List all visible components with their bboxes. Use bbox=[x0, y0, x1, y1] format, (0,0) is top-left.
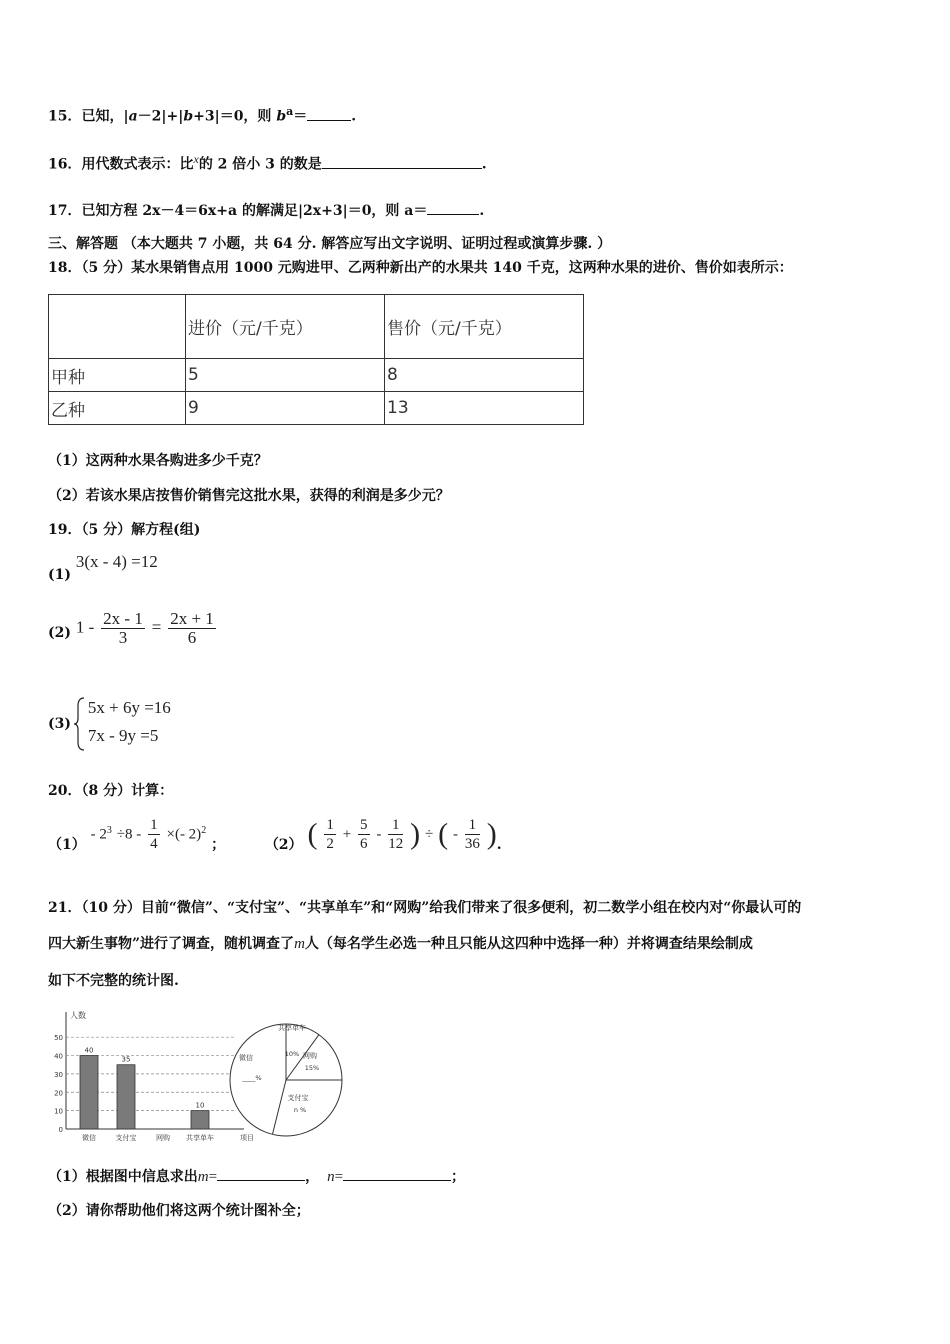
q21-sub-1 bbox=[48, 1165, 465, 1187]
table-header-cell bbox=[49, 295, 186, 359]
frac-numerator: 2x + 1 bbox=[170, 609, 214, 628]
pie-slice-percent: ____% bbox=[242, 1074, 262, 1082]
q20-p2-frac-4 bbox=[465, 816, 480, 853]
pie-slice-label: 支付宝 bbox=[287, 1094, 309, 1102]
q19-p2-equals: = bbox=[151, 617, 162, 637]
question-17 bbox=[48, 199, 484, 221]
q20-p1-term-c: ×(- 2) bbox=[166, 826, 202, 843]
table-header-cell: 进价（元/千克） bbox=[186, 295, 385, 359]
q20-parts bbox=[48, 816, 502, 853]
q20-p2-divide: ÷ bbox=[425, 826, 434, 843]
frac-denominator: 6 bbox=[187, 628, 197, 647]
paren-open-2: ( bbox=[438, 817, 449, 851]
table-cell: 8 bbox=[385, 359, 584, 392]
q21-sub1-text: （1）根据图中信息求出 bbox=[48, 1169, 198, 1185]
q17-text: 17．已知方程 2x－4＝6x+a 的解满足|2x+3|＝0，则 a＝ bbox=[48, 203, 428, 219]
x-axis-label: 项目 bbox=[240, 1134, 254, 1142]
question-21-line-2 bbox=[48, 934, 753, 954]
y-tick-label: 50 bbox=[54, 1034, 63, 1043]
q16-var-x: x bbox=[193, 152, 199, 166]
q15-exponent: a bbox=[286, 105, 294, 118]
q21-sub1-var-m: m bbox=[197, 1169, 209, 1185]
q21-sub-2: （2）请你帮助他们将这两个统计图补全； bbox=[48, 1203, 310, 1219]
q21-sub1-var-n: n bbox=[327, 1169, 335, 1185]
q20-p1-exp-a: 3 bbox=[106, 824, 112, 836]
y-axis-label: 人数 bbox=[70, 1011, 86, 1020]
bar-共享单车 bbox=[191, 1111, 209, 1129]
frac-denominator: 2 bbox=[326, 836, 334, 852]
frac-denominator: 6 bbox=[360, 836, 368, 852]
question-21-line-1: 21．（10 分）目前“微信”、“支付宝”、“共享单车”和“网购”给我们带来了很多便利，初二数学小组在校内对“你最认可的 bbox=[48, 900, 802, 916]
brace-icon bbox=[74, 696, 86, 752]
q20-p1-term-b: ÷8 - bbox=[116, 826, 142, 843]
frac-denominator: 12 bbox=[388, 836, 404, 852]
y-tick-label: 40 bbox=[54, 1052, 63, 1061]
paren-close: ) bbox=[410, 817, 421, 851]
bar-微信 bbox=[80, 1056, 98, 1129]
q15-answer-blank[interactable] bbox=[307, 105, 351, 121]
x-tick-label: 微信 bbox=[82, 1134, 96, 1142]
frac-numerator: 1 bbox=[388, 816, 403, 835]
x-tick-label: 支付宝 bbox=[115, 1134, 137, 1142]
table-row bbox=[49, 392, 584, 425]
question-20: 20．（8 分）计算： bbox=[48, 783, 174, 799]
q19-p1-equation: 3(x - 4) =12 bbox=[75, 552, 158, 571]
pie-slice-label: 共享单车 bbox=[278, 1024, 306, 1032]
q19-p2-frac-1 bbox=[101, 610, 145, 647]
table-cell: 5 bbox=[186, 359, 385, 392]
q15-var-b2: b bbox=[276, 108, 287, 125]
q21-text-b: 人（每名学生必选一种且只能从这四种中选择一种）并将调查结果绘制成 bbox=[304, 936, 753, 952]
question-19: 19．（5 分）解方程(组) bbox=[48, 522, 201, 538]
x-tick-label: 共享单车 bbox=[186, 1134, 214, 1142]
frac-numerator: 1 bbox=[326, 817, 334, 833]
q21-text-a: 四大新生事物”进行了调查，随机调查了 bbox=[48, 936, 295, 952]
bar-支付宝 bbox=[117, 1065, 135, 1129]
q17-period: . bbox=[479, 203, 485, 219]
q20-p2-frac-1 bbox=[324, 816, 336, 853]
q15-text-c: +3|＝0，则 bbox=[193, 108, 277, 125]
q20-p1-label: （1） bbox=[48, 836, 86, 853]
q21-var-m: m bbox=[294, 936, 305, 952]
q20-p1-exp-c: 2 bbox=[201, 824, 207, 836]
table-header-cell: 售价（元/千克） bbox=[385, 295, 584, 359]
q16-text: 16．用代数式表示：比 bbox=[48, 156, 194, 173]
q19-p2-label: (2) bbox=[48, 624, 71, 641]
q15-text-d: ＝ bbox=[293, 108, 308, 125]
y-tick-label-0: 0 bbox=[58, 1126, 63, 1134]
paren-open: ( bbox=[307, 817, 318, 851]
bar-value-label: 40 bbox=[84, 1046, 94, 1055]
q18-sub-1: （1）这两种水果各购进多少千克？ bbox=[48, 453, 268, 469]
q20-p2-plus: + bbox=[342, 826, 352, 843]
x-tick-label: 网购 bbox=[156, 1134, 170, 1142]
q20-p1-end: ； bbox=[211, 836, 226, 853]
q20-p1-term-a: - 2 bbox=[90, 826, 107, 843]
q19-p2-prefix: 1 - bbox=[75, 617, 95, 637]
system-equation-2: 7x - 9y =5 bbox=[87, 726, 159, 745]
frac-denominator: 36 bbox=[464, 836, 480, 852]
frac-numerator: 1 bbox=[465, 816, 480, 835]
q20-p1-frac bbox=[148, 816, 160, 853]
q15-var-b: b bbox=[183, 108, 194, 125]
q19-p3-label: (3) bbox=[48, 716, 71, 732]
n-answer-blank[interactable] bbox=[343, 1165, 451, 1181]
q19-p2-frac-2 bbox=[168, 610, 216, 647]
frac-denominator: 4 bbox=[150, 836, 158, 852]
question-16 bbox=[48, 149, 487, 175]
pie-slice-percent: n % bbox=[293, 1106, 307, 1114]
q20-p2-label: （2） bbox=[264, 836, 303, 853]
question-15 bbox=[48, 102, 356, 127]
bar-value-label: 35 bbox=[121, 1055, 131, 1064]
paren-close-2: ) bbox=[486, 817, 497, 851]
system-equation-1: 5x + 6y =16 bbox=[87, 698, 171, 717]
y-tick-label: 10 bbox=[54, 1107, 63, 1116]
q15-period: . bbox=[351, 108, 357, 125]
price-table bbox=[48, 294, 584, 425]
section-3-heading: 三、解答题 （本大题共 7 小题，共 64 分. 解答应写出文字说明、证明过程或演算步骤. ） bbox=[48, 236, 612, 252]
bar-chart bbox=[42, 1008, 252, 1143]
table-header-row bbox=[49, 295, 584, 359]
q21-sub1-eq2: = bbox=[334, 1169, 344, 1185]
pie-slice-label: 微信 bbox=[239, 1054, 253, 1062]
equation-system bbox=[82, 694, 171, 750]
question-18: 18．（5 分）某水果销售点用 1000 元购进甲、乙两种新出产的水果共 140 千克，这两种水果的进价、售价如表所示： bbox=[48, 260, 793, 276]
q15-text: 15．已知，| bbox=[48, 108, 129, 125]
q20-p2-neg: - bbox=[453, 826, 459, 843]
frac-numerator: 1 bbox=[150, 817, 158, 833]
q20-p2-frac-2 bbox=[358, 816, 370, 853]
pie-chart bbox=[228, 1018, 346, 1144]
frac-denominator: 3 bbox=[118, 628, 128, 647]
frac-numerator: 2x - 1 bbox=[103, 609, 143, 628]
q19-part-2 bbox=[48, 610, 218, 647]
pie-slice-label: 网购 bbox=[303, 1052, 317, 1060]
q20-p2-end: . bbox=[496, 836, 502, 853]
q19-part-1 bbox=[48, 552, 158, 583]
frac-numerator: 5 bbox=[360, 817, 368, 833]
q15-text-b: －2|+| bbox=[137, 108, 184, 125]
bar-value-label: 10 bbox=[195, 1101, 205, 1110]
q19-p1-label: (1) bbox=[48, 567, 71, 583]
q16-answer-blank[interactable] bbox=[322, 153, 482, 169]
q21-sub1-comma: ， bbox=[305, 1169, 320, 1185]
y-tick-label: 20 bbox=[54, 1089, 63, 1098]
pie-slice-percent: 10% bbox=[284, 1050, 300, 1058]
q18-sub-2: （2）若该水果店按售价销售完这批水果，获得的利润是多少元？ bbox=[48, 488, 450, 504]
table-cell: 13 bbox=[385, 392, 584, 425]
q20-p2-minus: - bbox=[376, 826, 382, 843]
m-answer-blank[interactable] bbox=[217, 1165, 305, 1181]
q21-sub1-eq1: = bbox=[208, 1169, 218, 1185]
q15-var-a: a bbox=[128, 108, 138, 125]
q21-sub1-end: ； bbox=[451, 1169, 466, 1185]
q20-p2-frac-3 bbox=[388, 816, 403, 853]
table-cell: 乙种 bbox=[49, 392, 186, 425]
table-cell: 甲种 bbox=[49, 359, 186, 392]
pie-slice-percent: 15% bbox=[304, 1064, 320, 1072]
q16-period: . bbox=[481, 156, 487, 173]
q16-text-b: 的 2 倍小 3 的数是 bbox=[198, 156, 322, 173]
q17-answer-blank[interactable] bbox=[427, 199, 479, 215]
question-21-line-3: 如下不完整的统计图. bbox=[48, 973, 179, 989]
y-tick-label: 30 bbox=[54, 1070, 63, 1079]
table-cell: 9 bbox=[186, 392, 385, 425]
table-row bbox=[49, 359, 584, 392]
q19-part-3 bbox=[48, 694, 171, 750]
